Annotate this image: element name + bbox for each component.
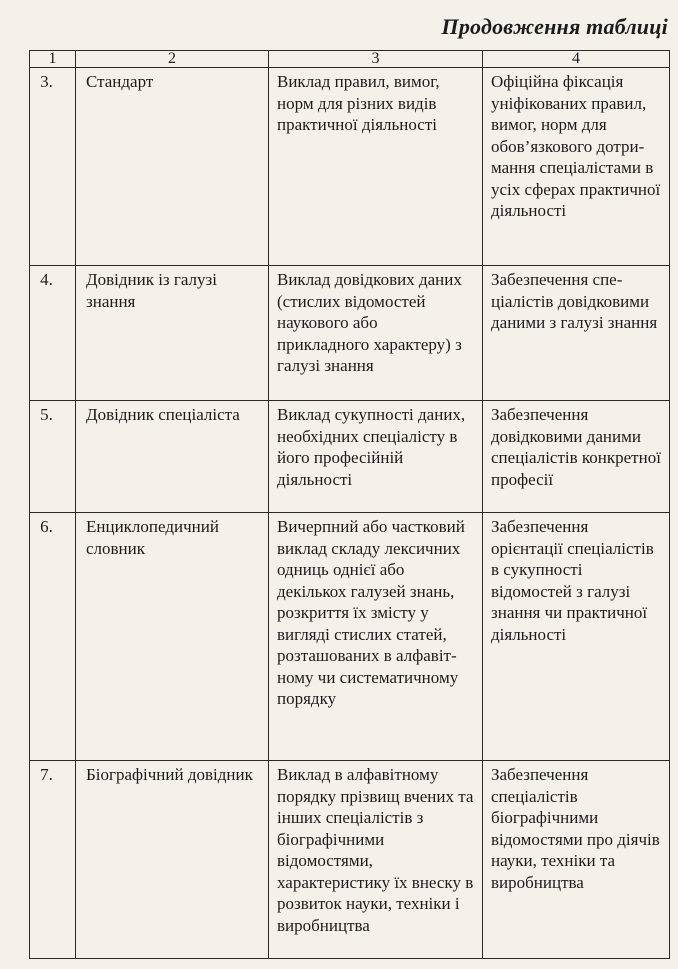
publication-purpose: Забезпечення спеціалістів довідковими даними з галузі знання — [483, 266, 670, 401]
publication-purpose: Забезпечення довідковими даними спеціалістів конкретної професії — [483, 401, 670, 513]
table-row — [30, 513, 670, 761]
publication-purpose: Забезпечення орієнтації спеціалістів в сукупності відомостей з галузі знання чи практичної діяльності — [483, 513, 670, 761]
header-cell-1: 1 — [30, 51, 76, 68]
publication-content: Вичерпний або частковий виклад складу лексичних одниць однієї або декількох галузей знань, розкриття їх змісту у вигляді стислих статей, розташованих в алфавітному чи систематичному порядку — [269, 513, 483, 761]
publication-type: Стандарт — [76, 68, 269, 266]
row-number: 5. — [30, 401, 76, 513]
header-cell-3: 3 — [269, 51, 483, 68]
table-row — [30, 761, 670, 959]
row-number: 3. — [30, 68, 76, 266]
publication-content: Виклад правил, вимог, норм для різних видів практичної діяльності — [269, 68, 483, 266]
publication-type: Довідник із галузі знання — [76, 266, 269, 401]
header-cell-2: 2 — [76, 51, 269, 68]
table-body — [30, 68, 670, 959]
data-table — [29, 50, 670, 959]
table-row — [30, 68, 670, 266]
table-header — [30, 51, 670, 68]
row-number: 7. — [30, 761, 76, 959]
publication-type: Біографічний довідник — [76, 761, 269, 959]
publication-content: Виклад сукупності даних, необхідних спеціалісту в його професійній діяльності — [269, 401, 483, 513]
publication-content: Виклад довідкових даних (стислих відомостей наукового або прикладного характеру) з галузі знання — [269, 266, 483, 401]
publication-content: Виклад в алфавітному порядку прізвищ вчених та інших спеціалістів з біографічними відомостями, характеристику їх внеску в розвиток науки, техніки і виробництва — [269, 761, 483, 959]
header-row — [30, 51, 670, 68]
publication-type: Енциклопедичний словник — [76, 513, 269, 761]
publication-purpose: Офіційна фіксація уніфікованих правил, вимог, норм для обов’язкового дотримання спеціалістами в усіх сферах практичної діяльності — [483, 68, 670, 266]
publication-type: Довідник спеціаліста — [76, 401, 269, 513]
table-row — [30, 266, 670, 401]
table-row — [30, 401, 670, 513]
header-cell-4: 4 — [483, 51, 670, 68]
publication-purpose: Забезпечення спеціалістів біографічними відомостями про діячів науки, техніки та виробництва — [483, 761, 670, 959]
table-continuation-caption: Продовження таблиці — [441, 14, 668, 39]
row-number: 6. — [30, 513, 76, 761]
row-number: 4. — [30, 266, 76, 401]
